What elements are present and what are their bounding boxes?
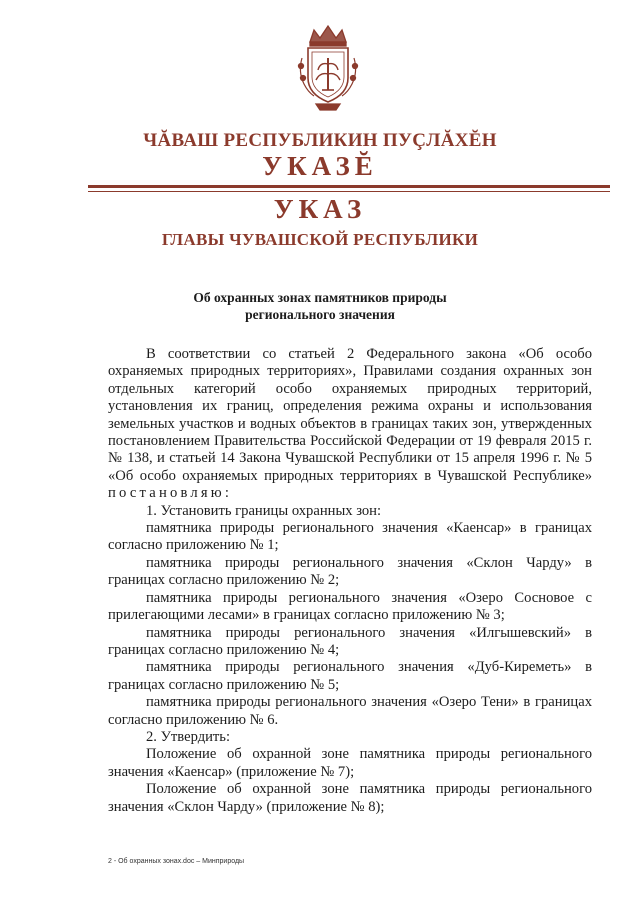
- item1-heading: 1. Установить границы охранных зон:: [146, 502, 382, 519]
- chuvash-title-line2: УКАЗĔ: [262, 151, 378, 181]
- chuvash-title-line1: ЧĂВАШ РЕСПУБЛИКИН ПУÇЛĂХĔН: [143, 130, 497, 151]
- document-title: [0, 289, 640, 323]
- item1-entry: памятника природы регионального значения «Илгышевский» в границах согласно приложению № 4;: [108, 624, 592, 658]
- russian-title-line1: УКАЗ: [273, 194, 367, 224]
- item1-entry: памятника природы регионального значения «Дуб-Киреметь» в границах согласно приложению № 5;: [108, 659, 592, 693]
- item1-entry: памятника природы регионального значения «Озеро Сосновое с прилегающими лесами» в границах согласно приложению № 3;: [108, 589, 592, 624]
- item2-heading: 2. Утвердить:: [146, 728, 231, 745]
- header-divider-thick: [88, 185, 610, 188]
- item2-entry: Положение об охранной зоне памятника природы регионального значения «Склон Чарду» (приложение № 8);: [108, 781, 592, 815]
- chuvash-emblem-icon: [296, 22, 360, 116]
- document-title-line1: Об охранных зонах памятников природы: [193, 290, 447, 305]
- header-divider-thin: [88, 191, 610, 192]
- preamble-text: В соответствии со статьей 2 Федерального закона «Об особо охраняемых природных территориях», Правилами создания охранных зон отдельных категорий особо охраняемых природных территорий, установления их границ, определения режима охраны и использования земельных участков и водных объектов в границах таких зон, утвержденных постановлением Правительства Российской Федерации от 19 февраля 2015 г. № 138, и статьей 14 Закона Чувашской Республики от 15 апреля 1996 г. № 5 «Об особо охраняемых природных территориях в Чувашской Республике»: [108, 346, 592, 484]
- preamble-paragraph: [108, 346, 592, 503]
- item1-entry: памятника природы регионального значения «Озеро Тени» в границах согласно приложению № 6.: [108, 694, 592, 728]
- document-body: [108, 346, 592, 816]
- item1-entry: памятника природы регионального значения «Склон Чарду» в границах согласно приложению № 2;: [108, 554, 592, 589]
- russian-title-line2: ГЛАВЫ ЧУВАШСКОЙ РЕСПУБЛИКИ: [161, 230, 479, 249]
- document-title-line2: регионального значения: [245, 307, 395, 322]
- decree-word: постановляю:: [108, 485, 233, 502]
- item2-entry: Положение об охранной зоне памятника природы регионального значения «Каенсар» (приложение № 7);: [108, 746, 592, 780]
- footer-file-note: 2 - Об охранных зонах.doc – Минприроды: [108, 858, 245, 865]
- item1-entry: памятника природы регионального значения «Каенсар» в границах согласно приложению № 1;: [108, 520, 592, 554]
